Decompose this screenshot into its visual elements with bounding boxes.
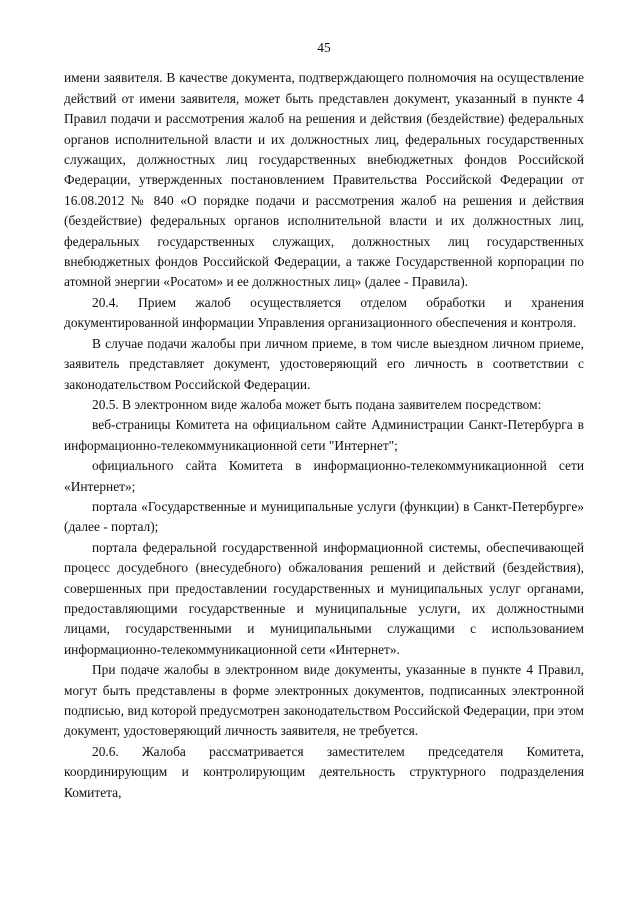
paragraph-personal-reception: В случае подачи жалобы при личном приеме, в том числе выездном личном приеме, заявитель представляет документ, удостоверяющий его личность в соответствии с законодательством Российской Федерации. xyxy=(64,335,584,392)
paragraph-electronic-documents: При подаче жалобы в электронном виде документы, указанные в пункте 4 Правил, могут быть представлены в форме электронных документов, подписанных электронной подписью, вид которой предусмотрен законодательством Российской Федерации, при этом документ, удостоверяющий личность заявителя, не требуется. xyxy=(64,662,584,739)
page-body xyxy=(64,68,584,918)
list-item-portal: портала «Государственные и муниципальные услуги (функции) в Санкт-Петербурге» (далее - портал); xyxy=(64,498,584,535)
paragraph-20-4: 20.4. Прием жалоб осуществляется отделом обработки и хранения документированной информации Управления организационного обеспечения и контроля. xyxy=(64,294,584,331)
paragraph-continuation: имени заявителя. В качестве документа, подтверждающего полномочия на осуществление действий от имени заявителя, может быть представлен документ, указанный в пункте 4 Правил подачи и рассмотрения жалоб на решения и действия (бездействие) федеральных органов исполнительной власти и их должностных лиц, федеральных государственных служащих, должностных лиц государственных внебюджетных фондов Российской Федерации, утвержденных постановлением Правительства Российской Федерации от 16.08.2012 № 840 «О порядке подачи и рассмотрения жалоб на решения и действия (бездействие) федеральных органов исполнительной власти и их должностных лиц, федеральных государственных служащих, должностных лиц государственных внебюджетных фондов Российской Федерации, а также Государственной корпорации по атомной энергии «Росатом» и ее должностных лиц» (далее - Правила). xyxy=(64,70,584,290)
list-item-federal-portal: портала федеральной государственной информационной системы, обеспечивающей процесс досудебного (внесудебного) обжалования решений и действий (бездействия), совершенных при предоставлении государственных и муниципальных услуг органами, предоставляющими государственные и муниципальные услуги, их должностными лицами, государственными и муниципальными служащими с использованием информационно-телекоммуникационной сети «Интернет». xyxy=(64,539,584,657)
paragraph-20-6: 20.6. Жалоба рассматривается заместителем председателя Комитета, координирующим и контролирующим деятельность структурного подразделения Комитета, xyxy=(64,743,584,800)
page-number: 45 xyxy=(317,40,331,55)
list-item-official-site: официального сайта Комитета в информационно-телекоммуникационной сети «Интернет»; xyxy=(64,458,584,494)
list-item-web-page: веб-страницы Комитета на официальном сайте Администрации Санкт-Петербурга в информационно-телекоммуникационной сети "Интернет"; xyxy=(64,417,584,453)
paragraph-20-5: 20.5. В электронном виде жалоба может быть подана заявителем посредством: xyxy=(92,396,542,412)
